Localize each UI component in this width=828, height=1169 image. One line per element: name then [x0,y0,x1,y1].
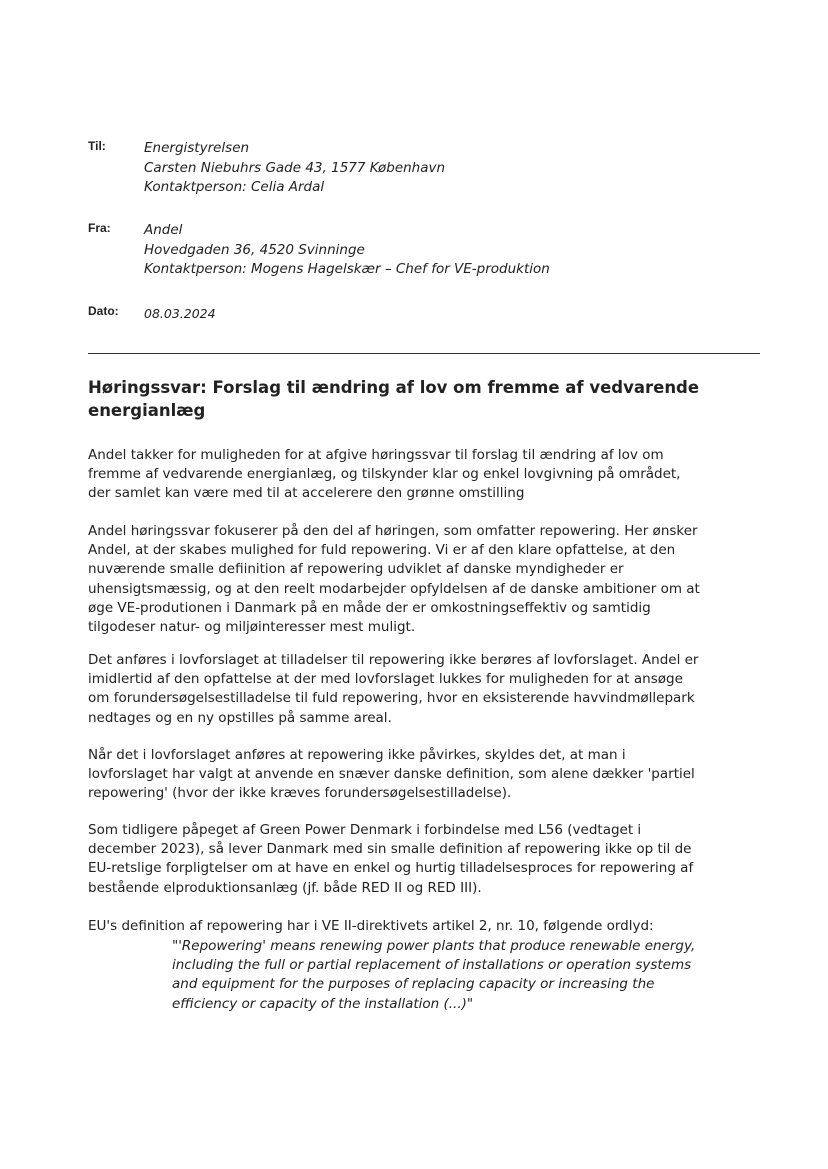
paragraph-line: øge VE-produtionen i Danmark på en måde der er omkostningseffektiv og samtidig [88,599,651,616]
paragraph-line: fremme af vedvarende energianlæg, og tilskynder klar og enkel lovgivning på området, [88,466,681,483]
paragraph-line: bestående elproduktionsanlæg (jf. både RED II og RED III). [88,879,482,896]
paragraph-line: nuværende smalle defiinition af repowering udviklet af danske myndigheder er [88,561,624,578]
sender-address: Hovedgaden 36, 4520 Svinninge [144,241,365,258]
paragraph-line: EU-retslige forpligtelser om at have en enkel og hurtig tilladelsesproces for repowering af [88,860,694,877]
sender-lines [144,221,550,280]
quote-line: efficiency or capacity of the installation (...)" [172,995,474,1012]
paragraph-line: Det anføres i lovforslaget at tilladelser til repowering ikke berøres af lovforslaget. Andel er [88,652,699,668]
paragraph-eu-definition [88,917,768,936]
eu-quote [172,937,762,1014]
paragraph-line: tilgodeser natur- og miljøinteresser mest muligt. [88,619,416,636]
paragraph-line: EU's definition af repowering har i VE II-direktivets artikel 2, nr. 10, følgende ordlyd: [88,918,654,934]
paragraph-eu-obligations [88,821,768,898]
date-label: Dato: [88,304,119,318]
recipient-address: Carsten Niebuhrs Gade 43, 1577 København [144,159,446,176]
paragraph-line: Andel høringssvar fokuserer på den del af høringen, som omfatter repowering. Her ønsker [88,523,698,539]
recipient-label: Til: [88,139,106,153]
paragraph-line: Som tidligere påpeget af Green Power Denmark i forbindelse med L56 (vedtaget i [88,822,642,838]
paragraph-line: uhensigtsmæssig, og at den reelt modarbejder opfyldelsen af de danske ambitioner om at [88,580,700,597]
recipient-contact: Kontaktperson: Celia Ardal [144,179,325,195]
paragraph-intro [88,446,768,504]
sender-contact: Kontaktperson: Mogens Hagelskær – Chef for VE-produktion [144,261,550,277]
paragraph-line: om forundersøgelsestilladelse til fuld repowering, hvor en eksisterende havvindmøllepark [88,690,695,707]
sender-label: Fra: [88,221,111,235]
paragraph-focus [88,522,768,637]
document-title: Høringssvar: Forslag til ændring af lov om fremme af vedvarende energianlæg [88,378,700,420]
quote-line: "'Repowering' means renewing power plants that produce renewable energy, [172,938,696,954]
paragraph-permits [88,651,768,728]
paragraph-line: imidlertid af den opfattelse at der med lovforslaget lukkes for muligheden for at ansøge [88,671,683,688]
sender-name: Andel [144,222,183,238]
paragraph-line: december 2023), så lever Danmark med sin smalle definition af repowering ikke op til de [88,841,692,858]
quote-line: and equipment for the purposes of replacing capacity or increasing the [172,976,655,993]
paragraph-line: Andel, at der skabes mulighed for fuld repowering. Vi er af den klare opfattelse, at den [88,542,676,559]
paragraph-line: Andel takker for muligheden for at afgive høringssvar til forslag til ændring af lov om [88,447,664,463]
header-divider [88,353,760,354]
paragraph-line: repowering' (hvor der ikke kræves forundersøgelsestilladelse). [88,785,512,802]
recipient-name: Energistyrelsen [144,140,250,156]
paragraph-line: lovforslaget har valgt at anvende en snæver danske definition, som alene dækker 'partiel [88,766,695,783]
recipient-lines [144,139,445,198]
date-value: 08.03.2024 [144,306,216,321]
paragraph-line: Når det i lovforslaget anføres at repowering ikke påvirkes, skyldes det, at man i [88,747,626,763]
date-value-wrap [144,304,216,324]
paragraph-line: der samlet kan være med til at accelerere den grønne omstilling [88,485,525,502]
paragraph-definition [88,746,768,804]
quote-line: including the full or partial replacement of installations or operation systems [172,957,692,974]
paragraph-line: nedtages og en ny opstilles på samme areal. [88,709,392,726]
